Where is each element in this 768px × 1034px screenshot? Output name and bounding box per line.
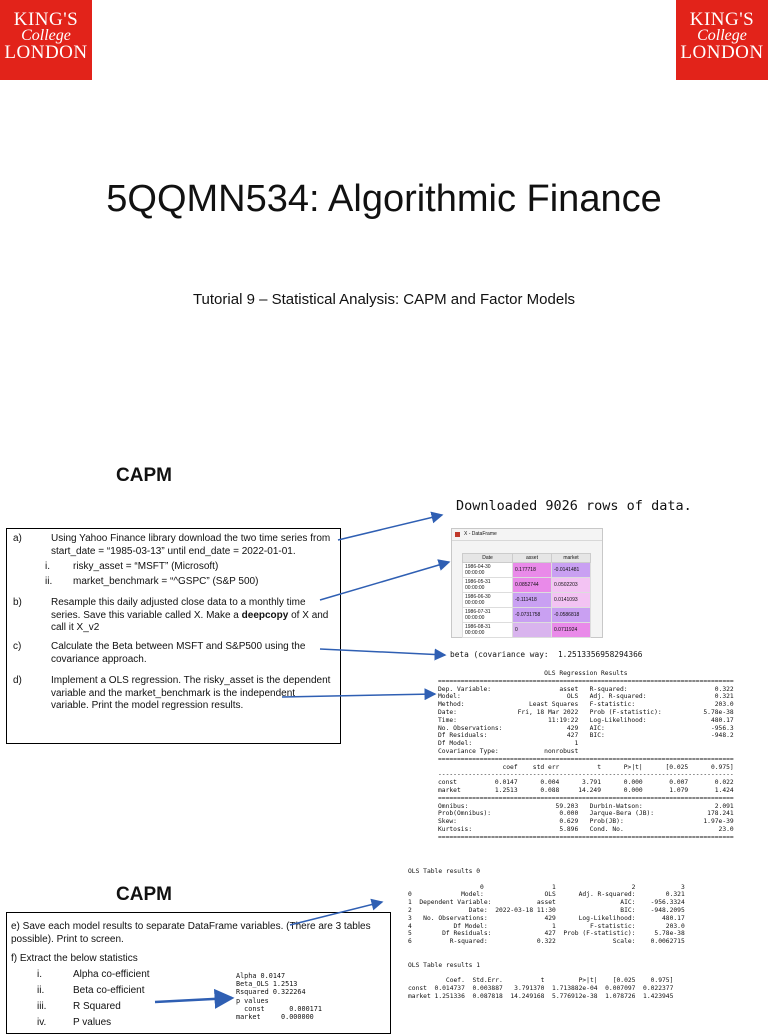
dataframe-cell: 0.0852744 <box>513 578 552 593</box>
dataframe-cell: 1986-04-30 00:00:00 <box>463 563 513 578</box>
dataframe-cell: -0.0141481 <box>552 563 591 578</box>
dataframe-column-header[interactable]: Date <box>463 554 513 563</box>
dataframe-window-title: X - DataFrame <box>464 531 497 537</box>
task-f: f) Extract the below statistics <box>11 953 138 964</box>
beta-covariance-output: beta (covariance way: 1.2513356958294366 <box>450 650 643 659</box>
arrow-task-d-to-ols <box>282 694 435 697</box>
arrow-task-e-to-tables <box>290 902 382 925</box>
arrow-task-f-to-stats <box>155 998 232 1002</box>
dataframe-column-header[interactable]: market <box>552 554 591 563</box>
arrow-task-a-to-download <box>338 515 442 540</box>
ols-regression-summary: OLS Regression Results ============================================================================== Dep. Variable: asset R-squared: 0.322 Model: OLS Adj. R-squared: 0.321 Method: Least Squares F-statistic: 203.0 Date: Fri, 18 Mar 2022 Prob (F-statistic): 5.78e-38 Time: 11:19:22 Log-Likelihood: 480.17 No. Observations: 429 AIC: -956.3 Df Residuals: 427 BIC: -948.2 Df Model: 1 Covariance Type: nonrobust ============================================================================== coef std err t P>|t| [0.025 0.975] ------------------------------------------------------------------------------ const 0.0147 0.004 3.791 0.000 0.007 0.022 market 1.2513 0.088 14.249 0.000 1.079 1.424 ============================================================================== Omnibus: 59.203 Durbin-Watson: 2.091 Prob(Omnibus): 0.000 Jarque-Bera (JB): 178.241 Skew: 0.629 Prob(JB): 1.97e-39 Kurtosis: 5.896 Cond. No. 23.0 ============================================================================== <box>438 670 734 841</box>
task-e: e) Save each model results to separate DataFrame variables. (There are 3 tables possible). Print to screen. <box>11 921 371 945</box>
dataframe-cell: 1986-08-31 00:00:00 <box>463 623 513 638</box>
kings-college-logo-left: KING'S College LONDON <box>0 0 92 80</box>
dataframe-cell: 0.177718 <box>513 563 552 578</box>
dataframe-cell: 1986-05-31 00:00:00 <box>463 578 513 593</box>
arrow-task-c-to-beta <box>320 649 445 655</box>
dataframe-cell: 1986-07-31 00:00:00 <box>463 608 513 623</box>
ols-table-results-output: OLS Table results 0 0 1 2 3 0 Model: OLS Adj. R-squared: 0.321 1 Dependent Variable: asset AIC: -956.3324 2 Date: 2022-03-18 11:30 BIC: -948.2095 3 No. Observations: 429 Log-Likelihood: 480.17 4 Df Model: 1 F-statistic: 203.0 5 Df Residuals: 427 Prob (F-statistic): 5.78e-38 6 R-squared: 0.322 Scale: 0.0062715 OLS Table results 1 Coef. Std.Err. t P>|t| [0.025 0.975] const 0.014737 0.003887 3.791370 1.713882e-04 0.007097 0.022377 market 1.251336 0.087818 14.249168 5.776912e-38 1.078726 1.423945 <box>408 868 685 1000</box>
dataframe-cell: 0 <box>513 623 552 638</box>
page-title: 5QQMN534: Algorithmic Finance <box>106 178 662 220</box>
kings-college-logo-right: KING'S College LONDON <box>676 0 768 80</box>
dataframe-cell: -0.111418 <box>513 593 552 608</box>
dataframe-cell: 0.0141093 <box>552 593 591 608</box>
task-box-a-to-d: a) Using Yahoo Finance library download the two time series from start_date = “1985-03-13” until end_date = 2022-01-01. i. risky_asset = “MSFT” (Microsoft) ii. market_benchmark = “^GSPC” (S&P 500) b) Resample this daily adjusted close data to a monthly time series. Save this variable called X. Make a deepcopy of X and call it X_v2 c) Calculate the Beta between MSFT and S&P500 using the covariance approach. d) Implement a OLS regression. The risky_asset is the dependent variable and the market_benchmark is the independent variable. Print the model regression results. <box>6 528 341 744</box>
dataframe-cell: -0.0586818 <box>552 608 591 623</box>
extracted-statistics-output: Alpha 0.0147 Beta_OLS 1.2513 Rsquared 0.322264 p values const 0.000171 market 0.000000 <box>236 972 322 1022</box>
dataframe-cell: 1986-06-30 00:00:00 <box>463 593 513 608</box>
dataframe-cell: -0.0731758 <box>513 608 552 623</box>
dataframe-cell: 0.0502203 <box>552 578 591 593</box>
section-heading-capm-1: CAPM <box>116 465 172 486</box>
dataframe-cell: 0.0711924 <box>552 623 591 638</box>
arrow-task-b-to-dataframe <box>320 562 449 600</box>
dataframe-column-header[interactable]: asset <box>513 554 552 563</box>
page-subtitle: Tutorial 9 – Statistical Analysis: CAPM and Factor Models <box>192 291 576 308</box>
section-heading-capm-2: CAPM <box>116 884 172 905</box>
downloaded-rows-output: Downloaded 9026 rows of data. <box>456 498 692 514</box>
task-box-e-f: e) Save each model results to separate DataFrame variables. (There are 3 tables possible). Print to screen. f) Extract the below statistics i. Alpha co-efficient ii. Beta co-efficient iii. R Squared iv. P values <box>6 912 391 1034</box>
